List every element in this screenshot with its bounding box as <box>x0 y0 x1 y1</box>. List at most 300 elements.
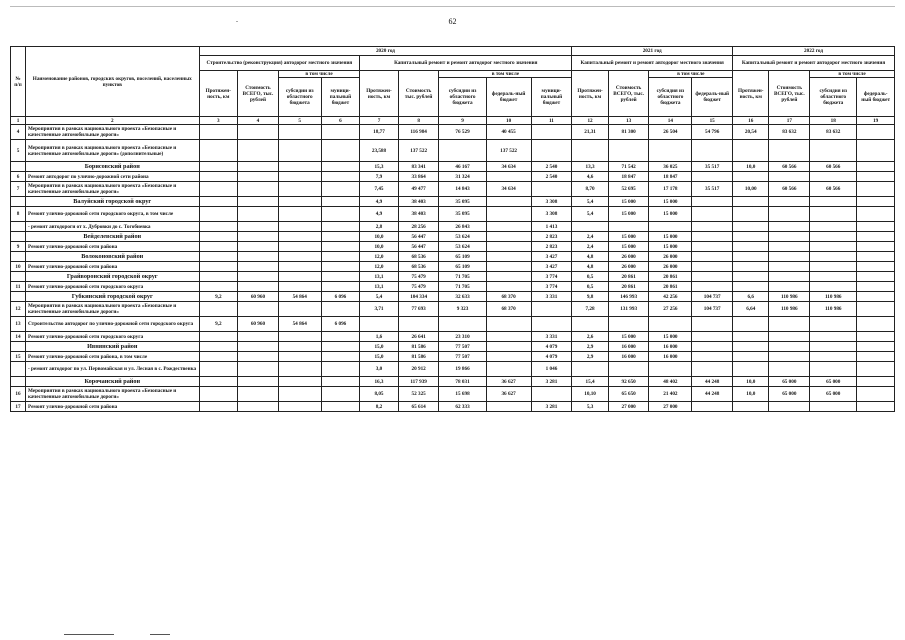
value-cell: 10,0 <box>360 232 399 242</box>
value-cell <box>321 402 360 412</box>
index-cell: 5 <box>278 117 321 125</box>
value-cell <box>321 352 360 362</box>
value-cell <box>810 282 857 292</box>
value-cell <box>199 362 238 377</box>
value-cell: 15 000 <box>649 332 692 342</box>
value-cell <box>321 162 360 172</box>
value-cell <box>733 172 769 182</box>
value-cell <box>857 377 895 387</box>
value-cell: 83 632 <box>769 125 810 140</box>
header-name: Наименование районов, городских округов, поселений, населенных пунктов <box>25 47 199 117</box>
roads-table <box>10 46 895 412</box>
value-cell <box>238 387 279 402</box>
value-cell: 26 000 <box>608 262 649 272</box>
value-cell: 65 109 <box>439 262 486 272</box>
value-cell <box>769 197 810 207</box>
value-cell: 0,5 <box>572 282 608 292</box>
value-cell: 36 025 <box>649 162 692 172</box>
value-cell: 34 634 <box>486 162 531 172</box>
value-cell: 15 000 <box>608 207 649 222</box>
district-row <box>11 377 895 387</box>
value-cell <box>733 352 769 362</box>
value-cell <box>857 272 895 282</box>
value-cell <box>199 252 238 262</box>
value-cell: 40 455 <box>486 125 531 140</box>
value-cell: 15,0 <box>360 342 399 352</box>
value-cell: 77 693 <box>398 302 439 317</box>
value-cell: 68 536 <box>398 262 439 272</box>
header-incl: в том числе <box>649 71 733 78</box>
value-cell <box>733 197 769 207</box>
value-cell <box>238 402 279 412</box>
value-cell <box>238 352 279 362</box>
value-cell: 7,45 <box>360 182 399 197</box>
value-cell <box>810 222 857 232</box>
header-group-repair-2021: Капитальный ремонт и ремонт автодорог местного значения <box>572 56 733 71</box>
index-cell: 1 <box>11 117 26 125</box>
value-cell <box>486 282 531 292</box>
value-cell: 65 614 <box>398 402 439 412</box>
table-row <box>11 207 895 222</box>
value-cell <box>238 197 279 207</box>
table-row <box>11 402 895 412</box>
value-cell <box>692 262 733 272</box>
value-cell <box>810 197 857 207</box>
value-cell: 38 403 <box>398 197 439 207</box>
value-cell <box>278 207 321 222</box>
value-cell: 20 861 <box>608 282 649 292</box>
district-name: Валуйский городской округ <box>25 197 199 207</box>
value-cell: 137 522 <box>486 140 531 162</box>
header-sub-obl: субсидия из областного бюджета <box>649 78 692 117</box>
value-cell: 31 324 <box>439 172 486 182</box>
row-number: 5 <box>11 140 26 162</box>
index-cell: 12 <box>572 117 608 125</box>
header-group-repair-2020: Капитальный ремонт и ремонт автодорог местного значения <box>360 56 572 71</box>
header-incl: в том числе <box>278 71 359 78</box>
value-cell <box>857 332 895 342</box>
index-cell: 9 <box>439 117 486 125</box>
value-cell: 34 634 <box>486 182 531 197</box>
value-cell <box>769 282 810 292</box>
value-cell: 12,0 <box>360 252 399 262</box>
table-row <box>11 182 895 197</box>
value-cell <box>199 402 238 412</box>
value-cell: 1,6 <box>360 332 399 342</box>
table-row <box>11 352 895 362</box>
value-cell <box>810 272 857 282</box>
value-cell <box>810 362 857 377</box>
index-cell: 6 <box>321 117 360 125</box>
value-cell <box>692 140 733 162</box>
value-cell: 42 256 <box>649 292 692 302</box>
value-cell <box>238 222 279 232</box>
value-cell <box>278 222 321 232</box>
value-cell <box>278 252 321 262</box>
value-cell <box>857 182 895 197</box>
value-cell: 65 000 <box>810 377 857 387</box>
value-cell: 6 096 <box>321 292 360 302</box>
value-cell <box>199 182 238 197</box>
value-cell <box>238 377 279 387</box>
value-cell: 18 847 <box>649 172 692 182</box>
value-cell: 75 479 <box>398 272 439 282</box>
value-cell: 0,5 <box>572 272 608 282</box>
value-cell <box>769 402 810 412</box>
value-cell: 21 402 <box>649 387 692 402</box>
value-cell: 65 650 <box>608 387 649 402</box>
value-cell: 76 529 <box>439 125 486 140</box>
value-cell: 15 000 <box>649 242 692 252</box>
value-cell <box>238 332 279 342</box>
value-cell <box>810 262 857 272</box>
row-name: Ремонт улично-дорожной сети городского округа <box>25 332 199 342</box>
header-year-2020: 2020 год <box>199 47 572 56</box>
value-cell <box>278 342 321 352</box>
value-cell <box>857 162 895 172</box>
row-number: 6 <box>11 172 26 182</box>
value-cell <box>531 125 572 140</box>
header-munic: муници-пальный бюджет <box>321 78 360 117</box>
value-cell <box>486 262 531 272</box>
value-cell: 146 993 <box>608 292 649 302</box>
value-cell: 3 774 <box>531 272 572 282</box>
row-number: 8 <box>11 207 26 222</box>
table-row <box>11 140 895 162</box>
value-cell: 4,6 <box>572 172 608 182</box>
value-cell: 104 334 <box>398 292 439 302</box>
value-cell <box>769 362 810 377</box>
value-cell <box>531 182 572 197</box>
value-cell: 15,4 <box>572 377 608 387</box>
value-cell: 60 566 <box>810 162 857 172</box>
header-group-repair-2022: Капитальный ремонт и ремонт автодорог местного значения <box>733 56 895 71</box>
value-cell: 4 079 <box>531 342 572 352</box>
value-cell: 16 000 <box>649 352 692 362</box>
value-cell <box>278 172 321 182</box>
value-cell <box>733 222 769 232</box>
value-cell <box>486 252 531 262</box>
value-cell <box>733 362 769 377</box>
value-cell: 81 300 <box>608 125 649 140</box>
district-name: Вейделевский район <box>25 232 199 242</box>
row-number: 16 <box>11 387 26 402</box>
value-cell: 2 823 <box>531 232 572 242</box>
value-cell <box>572 222 608 232</box>
district-row <box>11 232 895 242</box>
value-cell <box>769 272 810 282</box>
value-cell <box>278 162 321 172</box>
value-cell: 3 331 <box>531 292 572 302</box>
value-cell <box>321 242 360 252</box>
value-cell <box>486 197 531 207</box>
value-cell: 26 843 <box>439 222 486 232</box>
value-cell <box>649 140 692 162</box>
value-cell: 6 096 <box>321 317 360 332</box>
value-cell: 14 843 <box>439 182 486 197</box>
value-cell <box>238 140 279 162</box>
value-cell <box>321 332 360 342</box>
value-cell <box>857 172 895 182</box>
row-number <box>11 252 26 262</box>
value-cell <box>238 282 279 292</box>
value-cell: 68 370 <box>486 302 531 317</box>
value-cell: 2 540 <box>531 172 572 182</box>
value-cell <box>439 140 486 162</box>
value-cell: 2 823 <box>531 242 572 252</box>
value-cell <box>439 317 486 332</box>
value-cell: 137 522 <box>398 140 439 162</box>
header-cost: Стоимость тыс. рублей <box>398 71 439 117</box>
row-name: Ремонт улично-дорожной сети городского округа, в том числе <box>25 207 199 222</box>
value-cell <box>608 140 649 162</box>
value-cell <box>278 282 321 292</box>
value-cell <box>278 125 321 140</box>
value-cell: 36 627 <box>486 377 531 387</box>
value-cell: 18,77 <box>360 125 399 140</box>
value-cell: 23 310 <box>439 332 486 342</box>
value-cell <box>692 342 733 352</box>
value-cell <box>486 352 531 362</box>
value-cell <box>486 332 531 342</box>
value-cell <box>810 352 857 362</box>
value-cell: 16 000 <box>649 342 692 352</box>
value-cell: 65 109 <box>439 252 486 262</box>
value-cell <box>692 402 733 412</box>
value-cell: 65 000 <box>769 377 810 387</box>
value-cell <box>278 262 321 272</box>
value-cell: 9 323 <box>439 302 486 317</box>
value-cell <box>857 125 895 140</box>
value-cell <box>810 252 857 262</box>
value-cell <box>608 362 649 377</box>
index-cell: 13 <box>608 117 649 125</box>
value-cell: 4,9 <box>360 197 399 207</box>
value-cell <box>278 272 321 282</box>
page-mark: - <box>236 19 238 25</box>
value-cell: 33 864 <box>398 172 439 182</box>
value-cell <box>199 222 238 232</box>
value-cell <box>278 387 321 402</box>
value-cell: 3,0 <box>360 362 399 377</box>
table-row <box>11 317 895 332</box>
value-cell: 27 000 <box>608 402 649 412</box>
value-cell: 15 000 <box>649 232 692 242</box>
value-cell <box>278 352 321 362</box>
value-cell <box>531 302 572 317</box>
row-number: 15 <box>11 352 26 362</box>
value-cell: 116 984 <box>398 125 439 140</box>
value-cell <box>769 232 810 242</box>
row-number: 12 <box>11 302 26 317</box>
value-cell <box>199 272 238 282</box>
value-cell: 71 542 <box>608 162 649 172</box>
value-cell <box>199 140 238 162</box>
value-cell <box>692 222 733 232</box>
value-cell: 10,00 <box>733 182 769 197</box>
value-cell <box>692 172 733 182</box>
value-cell <box>733 317 769 332</box>
value-cell: 8,2 <box>360 402 399 412</box>
value-cell: 52 695 <box>608 182 649 197</box>
value-cell: 36 627 <box>486 387 531 402</box>
value-cell <box>769 332 810 342</box>
table-row <box>11 222 895 232</box>
value-cell <box>486 317 531 332</box>
value-cell <box>238 302 279 317</box>
table-row <box>11 172 895 182</box>
header-len: Протяжен-ность, км <box>733 71 769 117</box>
row-number: 17 <box>11 402 26 412</box>
value-cell: 15 000 <box>608 242 649 252</box>
row-number <box>11 162 26 172</box>
value-cell: 19 866 <box>439 362 486 377</box>
value-cell <box>649 362 692 377</box>
value-cell: 62 333 <box>439 402 486 412</box>
header-cost-total: Стоимость ВСЕГО, тыс. рублей <box>608 71 649 117</box>
value-cell <box>769 242 810 252</box>
value-cell: 16 000 <box>608 342 649 352</box>
value-cell: 5,3 <box>572 402 608 412</box>
row-number <box>11 232 26 242</box>
row-number <box>11 362 26 377</box>
value-cell: 110 986 <box>810 292 857 302</box>
value-cell: 26 000 <box>608 252 649 262</box>
value-cell: 60 566 <box>769 162 810 172</box>
value-cell: 1 046 <box>531 362 572 377</box>
value-cell <box>692 352 733 362</box>
value-cell <box>692 242 733 252</box>
header-sub-obl: субсидии из областного бюджета <box>439 78 486 117</box>
value-cell <box>692 252 733 262</box>
value-cell: 9,2 <box>199 292 238 302</box>
value-cell <box>769 317 810 332</box>
value-cell <box>321 387 360 402</box>
row-number <box>11 197 26 207</box>
value-cell: 10,0 <box>733 162 769 172</box>
value-cell: 54 864 <box>278 317 321 332</box>
value-cell: 78 031 <box>439 377 486 387</box>
value-cell: 15,3 <box>360 162 399 172</box>
row-number: 9 <box>11 242 26 252</box>
value-cell <box>321 207 360 222</box>
value-cell <box>692 207 733 222</box>
value-cell <box>486 222 531 232</box>
table-row <box>11 242 895 252</box>
value-cell <box>810 317 857 332</box>
value-cell <box>857 197 895 207</box>
value-cell: 15 000 <box>608 197 649 207</box>
value-cell <box>486 242 531 252</box>
value-cell <box>238 342 279 352</box>
value-cell: 3 308 <box>531 197 572 207</box>
value-cell <box>857 317 895 332</box>
value-cell: 60 566 <box>810 182 857 197</box>
value-cell: 75 479 <box>398 282 439 292</box>
value-cell <box>486 207 531 222</box>
value-cell: 12,0 <box>360 262 399 272</box>
value-cell <box>321 282 360 292</box>
district-name: Борисовский район <box>25 162 199 172</box>
value-cell <box>238 252 279 262</box>
row-name: Мероприятия в рамках национального проекта «Безопасные и качественные автомобильные дороги» <box>25 387 199 402</box>
bottom-rule <box>64 634 114 635</box>
header-len: Протяжен-ность, км <box>360 71 399 117</box>
value-cell: 26 641 <box>398 332 439 342</box>
bottom-rule <box>150 634 170 635</box>
value-cell: 13,3 <box>572 162 608 172</box>
value-cell <box>857 402 895 412</box>
value-cell: 26 000 <box>649 252 692 262</box>
index-cell: 10 <box>486 117 531 125</box>
value-cell: 38 403 <box>398 207 439 222</box>
value-cell <box>649 222 692 232</box>
value-cell <box>857 362 895 377</box>
value-cell: 49 477 <box>398 182 439 197</box>
value-cell <box>238 232 279 242</box>
value-cell: 28 256 <box>398 222 439 232</box>
value-cell <box>572 140 608 162</box>
value-cell <box>238 242 279 252</box>
district-row <box>11 197 895 207</box>
value-cell: 3 427 <box>531 252 572 262</box>
value-cell: 83 341 <box>398 162 439 172</box>
value-cell <box>531 140 572 162</box>
value-cell <box>398 317 439 332</box>
index-cell: 3 <box>199 117 238 125</box>
row-name: - ремонт автодороги от х. Дубровки до с. Тогобиевка <box>25 222 199 232</box>
header-len: Протяжен-ность, км <box>199 71 238 117</box>
table-row <box>11 387 895 402</box>
value-cell <box>733 272 769 282</box>
value-cell <box>769 222 810 232</box>
header-sub-obl: субсидии из областного бюджета <box>278 78 321 117</box>
value-cell: 68 536 <box>398 252 439 262</box>
value-cell: 104 737 <box>692 302 733 317</box>
value-cell <box>531 317 572 332</box>
value-cell: 54 864 <box>278 292 321 302</box>
value-cell <box>857 242 895 252</box>
row-name: Ремонт автодорог по улично-дорожной сети района <box>25 172 199 182</box>
value-cell <box>608 317 649 332</box>
value-cell: 15 000 <box>608 332 649 342</box>
value-cell <box>321 362 360 377</box>
value-cell: 2,4 <box>572 232 608 242</box>
value-cell: 7,28 <box>572 302 608 317</box>
index-cell: 19 <box>857 117 895 125</box>
value-cell <box>278 377 321 387</box>
value-cell <box>769 352 810 362</box>
table-row <box>11 282 895 292</box>
value-cell: 32 633 <box>439 292 486 302</box>
value-cell: 27 256 <box>649 302 692 317</box>
value-cell <box>321 125 360 140</box>
value-cell: 15 698 <box>439 387 486 402</box>
value-cell: 35 095 <box>439 207 486 222</box>
table-body <box>11 125 895 412</box>
header-len: Протяжен-ность, км <box>572 71 608 117</box>
value-cell: 117 939 <box>398 377 439 387</box>
index-cell: 7 <box>360 117 399 125</box>
value-cell: 10,0 <box>733 387 769 402</box>
value-cell: 1 413 <box>531 222 572 232</box>
district-name: Ивнянский район <box>25 342 199 352</box>
top-rule <box>10 6 895 7</box>
value-cell: 65 000 <box>769 387 810 402</box>
value-cell <box>733 252 769 262</box>
value-cell: 20 861 <box>649 272 692 282</box>
value-cell: 21,31 <box>572 125 608 140</box>
